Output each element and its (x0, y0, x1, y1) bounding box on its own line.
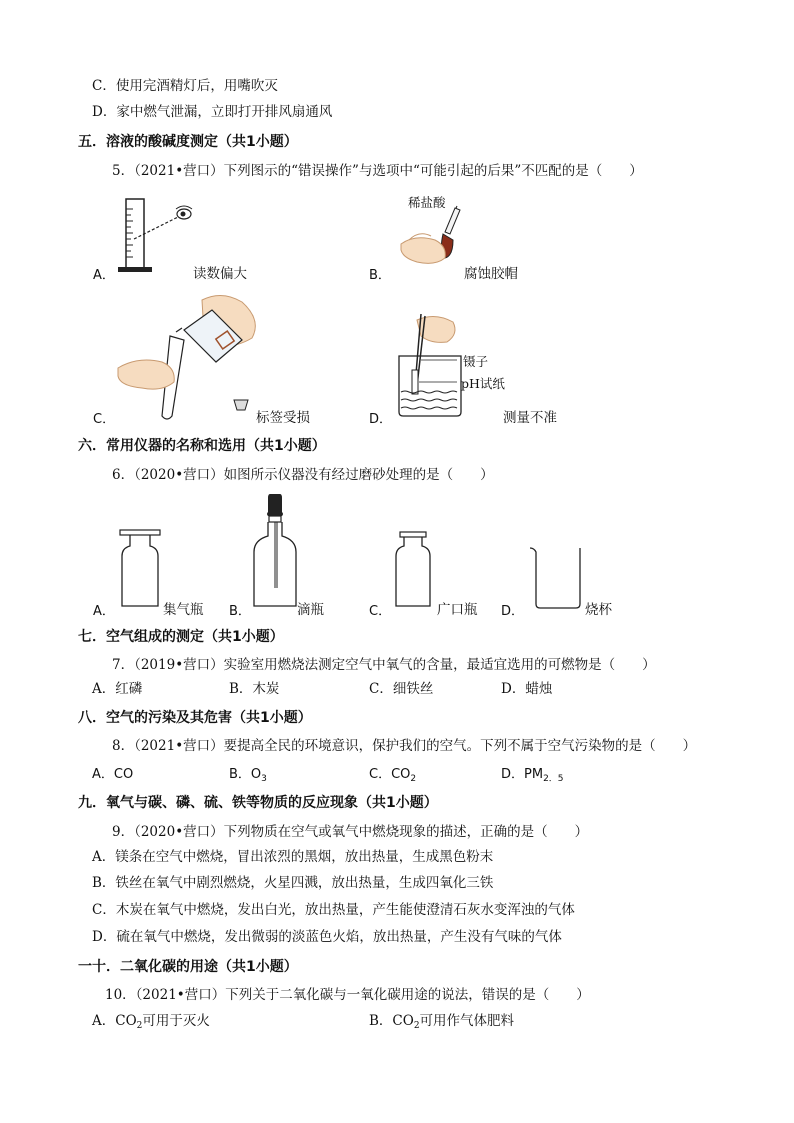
question-5: 5．（2021•营口）下列图示的“错误操作”与选项中“可能引起的后果”不匹配的是（ ） (112, 163, 643, 179)
option-7b: B．木炭 (229, 681, 280, 697)
option-6b-letter: B． (229, 604, 251, 619)
option-5a-letter: A． (93, 268, 115, 283)
section-7-title: 七．空气组成的测定（共1小题） (78, 629, 284, 645)
option-6b-caption: 滴瓶 (297, 602, 324, 618)
option-8a: A．CO (92, 767, 134, 782)
q4-option-c: C．使用完酒精灯后，用嘴吹灭 (92, 78, 278, 94)
question-8: 8．（2021•营口）要提高全民的环境意识，保护我们的空气。下列不属于空气污染物的是（ ） (112, 738, 697, 754)
option-6d-caption: 烧杯 (585, 602, 612, 618)
option-7d: D．蜡烛 (501, 681, 553, 697)
option-5d-caption: 测量不准 (503, 410, 557, 426)
option-6a-letter: A． (93, 604, 115, 619)
figure-dropping-bottle (250, 492, 300, 610)
q4-option-d: D．家中燃气泄漏，立即打开排风扇通风 (92, 104, 333, 120)
section-9-title: 九．氧气与碳、磷、硫、铁等物质的反应现象（共1小题） (78, 795, 438, 811)
section-5-title: 五．溶液的酸碱度测定（共1小题） (78, 134, 298, 150)
section-6-title: 六．常用仪器的名称和选用（共1小题） (78, 438, 326, 454)
option-6d-letter: D． (501, 604, 525, 619)
option-6c-caption: 广口瓶 (437, 602, 478, 618)
option-8c: C．$CO_2$ (369, 767, 417, 784)
label-tweezers: 镊子 (463, 354, 489, 369)
option-9c: C．木炭在氧气中燃烧，发出白光，放出热量，产生能使澄清石灰水变浑浊的气体 (92, 902, 575, 918)
option-5c-caption: 标签受损 (256, 410, 310, 426)
option-8d: D．$PM_{2.5}$ (501, 767, 564, 784)
option-7c: C．细铁丝 (369, 681, 434, 697)
option-6a-caption: 集气瓶 (163, 602, 204, 618)
option-9a: A．镁条在空气中燃烧，冒出浓烈的黑烟，放出热量，生成黑色粉末 (92, 849, 494, 865)
option-5d-letter: D． (369, 412, 393, 427)
option-9d: D．硫在氧气中燃烧，发出微弱的淡蓝色火焰，放出热量，产生没有气味的气体 (92, 929, 562, 945)
section-8-title: 八．空气的污染及其危害（共1小题） (78, 710, 312, 726)
option-10a: A．$CO_2$可用于灭火 (92, 1013, 210, 1031)
stopper-icon (232, 398, 250, 412)
option-10b: B．$CO_2$可用作气体肥料 (369, 1013, 515, 1031)
label-dilute-hcl: 稀盐酸 (408, 195, 446, 210)
question-7: 7．（2019•营口）实验室用燃烧法测定空气中氧气的含量，最适宜选用的可燃物是（ ） (112, 657, 656, 673)
option-8b: B．$O_3$ (229, 767, 267, 784)
figure-5b-dropper (395, 200, 475, 275)
section-10-title: 一十．二氧化碳的用途（共1小题） (78, 959, 298, 975)
figure-wide-mouth-bottle (392, 530, 434, 610)
question-6: 6．（2020•营口）如图所示仪器没有经过磨砂处理的是（ ） (112, 467, 494, 483)
question-9: 9．（2020•营口）下列物质在空气或氧气中燃烧现象的描述，正确的是（ ） (112, 824, 589, 840)
option-5b-caption: 腐蚀胶帽 (464, 266, 518, 282)
option-9b: B．铁丝在氧气中剧烈燃烧，火星四溅，放出热量，生成四氧化三铁 (92, 875, 494, 891)
figure-beaker (528, 546, 584, 610)
option-5c-letter: C． (93, 412, 116, 427)
option-7a: A．红磷 (92, 681, 143, 697)
question-10: 10．（2021•营口）下列关于二氧化碳与一氧化碳用途的说法，错误的是（ ） (105, 987, 590, 1003)
label-ph-paper: pH试纸 (461, 376, 505, 391)
option-5b-letter: B． (369, 268, 391, 283)
option-6c-letter: C． (369, 604, 392, 619)
option-5a-caption: 读数偏大 (193, 266, 247, 282)
figure-gas-bottle (118, 528, 162, 610)
